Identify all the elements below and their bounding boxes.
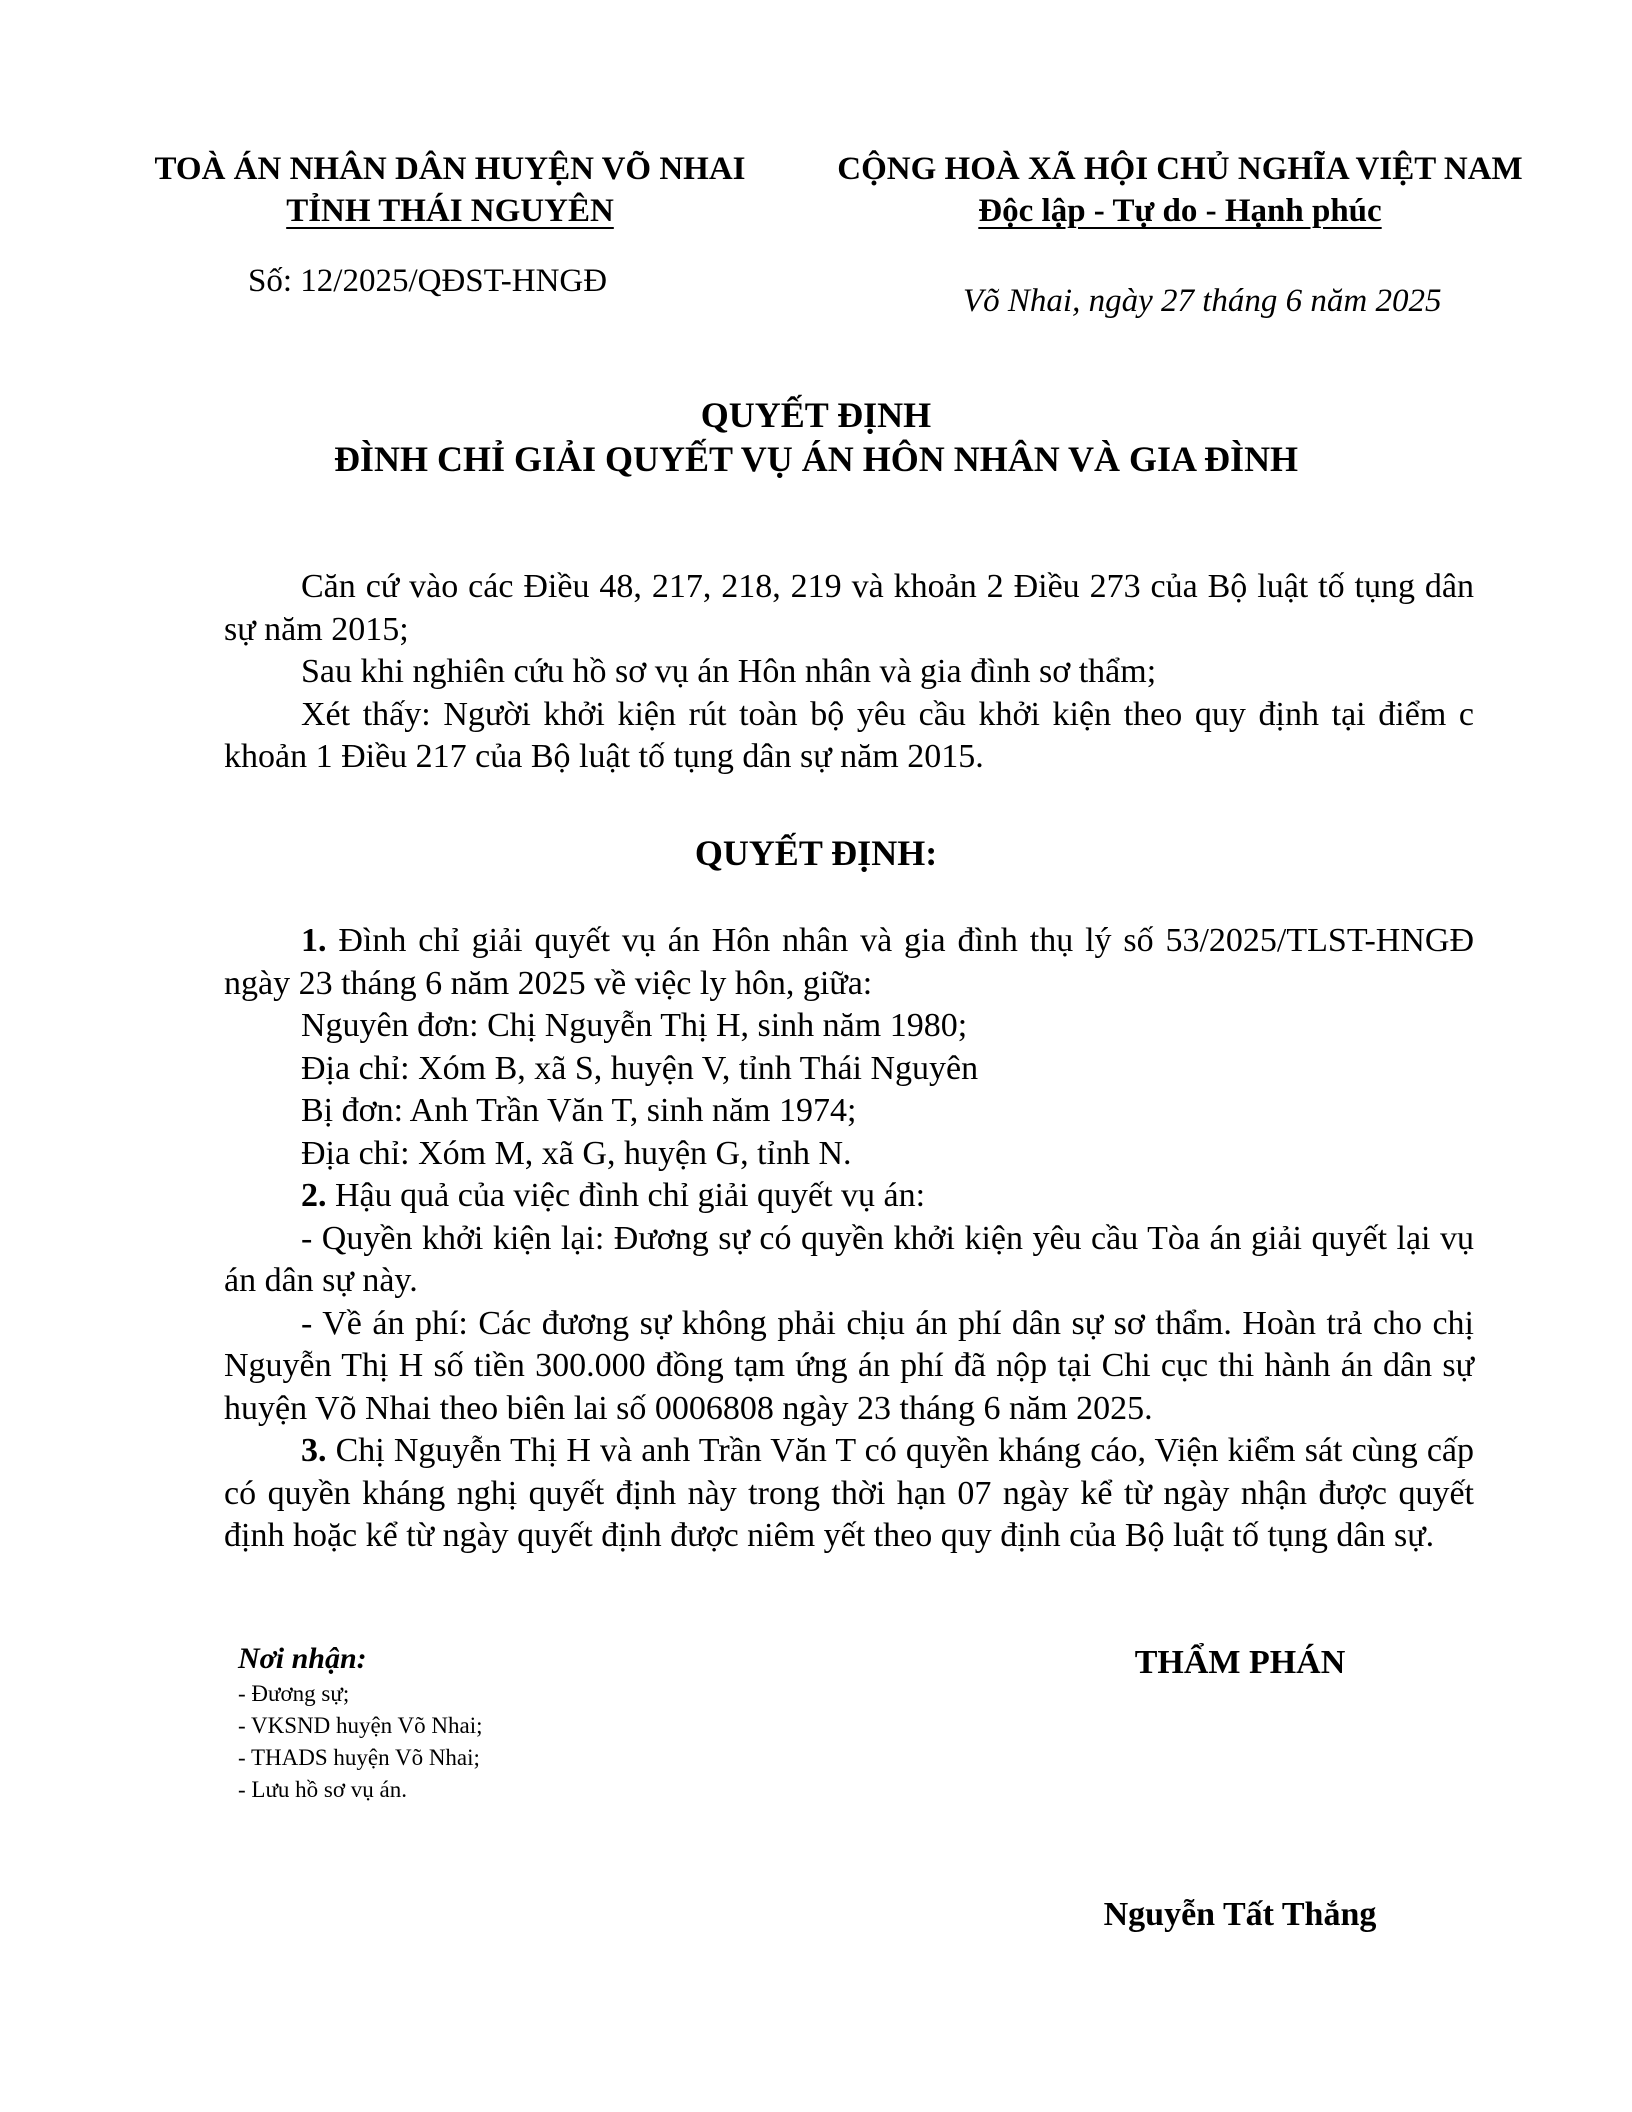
recipient-item: - Lưu hồ sơ vụ án. bbox=[238, 1777, 407, 1802]
decision-item-2: 2. Hậu quả của việc đình chỉ giải quyết vụ án: bbox=[301, 1177, 926, 1214]
legal-basis: Căn cứ vào các Điều 48, 217, 218, 219 và khoản 2 Điều 273 của Bộ luật tố tụng dân sự năm 2015; bbox=[224, 568, 1474, 648]
defendant-address: Địa chỉ: Xóm M, xã G, huyện G, tỉnh N. bbox=[301, 1134, 852, 1172]
decision-heading: QUYẾT ĐỊNH: bbox=[694, 833, 938, 873]
document-title: QUYẾT ĐỊNH bbox=[700, 395, 932, 435]
decision-item-1: 1. Đình chỉ giải quyết vụ án Hôn nhân và gia đình thụ lý số 53/2025/TLST-HNGĐ ngày 23 tháng 6 năm 2025 về việc ly hôn, giữa: bbox=[224, 922, 1475, 1002]
defendant: Bị đơn: Anh Trần Văn T, sinh năm 1974; bbox=[301, 1092, 857, 1129]
court-name-header bbox=[140, 148, 760, 232]
recipient-item: - THADS huyện Võ Nhai; bbox=[238, 1745, 480, 1770]
judge-name: Nguyễn Tất Thắng bbox=[1103, 1896, 1377, 1933]
plaintiff-address: Địa chỉ: Xóm B, xã S, huyện V, tỉnh Thái Nguyên bbox=[301, 1049, 979, 1087]
consideration: Xét thấy: Người khởi kiện rút toàn bộ yêu cầu khởi kiện theo quy định tại điểm c khoản 1 Điều 217 của Bộ luật tố tụng dân sự năm 2015. bbox=[224, 695, 1474, 775]
recipients-title: Nơi nhận: bbox=[238, 1642, 367, 1675]
recipient-item: - VKSND huyện Võ Nhai; bbox=[238, 1713, 483, 1738]
document-number: Số: 12/2025/QĐST-HNGĐ bbox=[248, 263, 608, 299]
court-fee: - Về án phí: Các đương sự không phải chịu án phí dân sự sơ thẩm. Hoàn trả cho chị Nguyễn Thị H số tiền 300.000 đồng tạm ứng án phí đã nộp tại Chi cục thi hành án dân sự huyện Võ Nhai theo biên lai số 0006808 ngày 23 tháng 6 năm 2025. bbox=[224, 1304, 1474, 1427]
right-to-resue: - Quyền khởi kiện lại: Đương sự có quyền khởi kiện yêu cầu Tòa án giải quyết lại vụ án dân sự này. bbox=[224, 1219, 1474, 1299]
court-name-line1: TOÀ ÁN NHÂN DÂN HUYỆN VÕ NHAI bbox=[154, 151, 746, 187]
case-review: Sau khi nghiên cứu hồ sơ vụ án Hôn nhân và gia đình sơ thẩm; bbox=[301, 653, 1157, 690]
court-name-line2: TỈNH THÁI NGUYÊN bbox=[286, 193, 614, 229]
decision-item-3: 3. Chị Nguyễn Thị H và anh Trần Văn T có quyền kháng cáo, Viện kiểm sát cùng cấp có quyền kháng nghị quyết định này trong thời hạn 07 ngày kể từ ngày nhận được quyết định hoặc kể từ ngày quyết định được niêm yết theo quy định của Bộ luật tố tụng dân sự. bbox=[224, 1432, 1475, 1554]
preamble bbox=[224, 566, 1474, 779]
judge-title: THẨM PHÁN bbox=[1134, 1644, 1346, 1681]
document-subtitle: ĐÌNH CHỈ GIẢI QUYẾT VỤ ÁN HÔN NHÂN VÀ GIA ĐÌNH bbox=[333, 439, 1299, 479]
national-motto: Độc lập - Tự do - Hạnh phúc bbox=[978, 193, 1382, 229]
recipient-item: - Đương sự; bbox=[238, 1681, 350, 1706]
plaintiff: Nguyên đơn: Chị Nguyễn Thị H, sinh năm 1980; bbox=[301, 1007, 968, 1044]
decision-body bbox=[224, 920, 1474, 1558]
national-motto-header bbox=[810, 148, 1550, 232]
nation-name: CỘNG HOÀ XÃ HỘI CHỦ NGHĨA VIỆT NAM bbox=[837, 151, 1523, 187]
recipients-block bbox=[238, 1642, 738, 1806]
place-and-date: Võ Nhai, ngày 27 tháng 6 năm 2025 bbox=[963, 283, 1442, 319]
